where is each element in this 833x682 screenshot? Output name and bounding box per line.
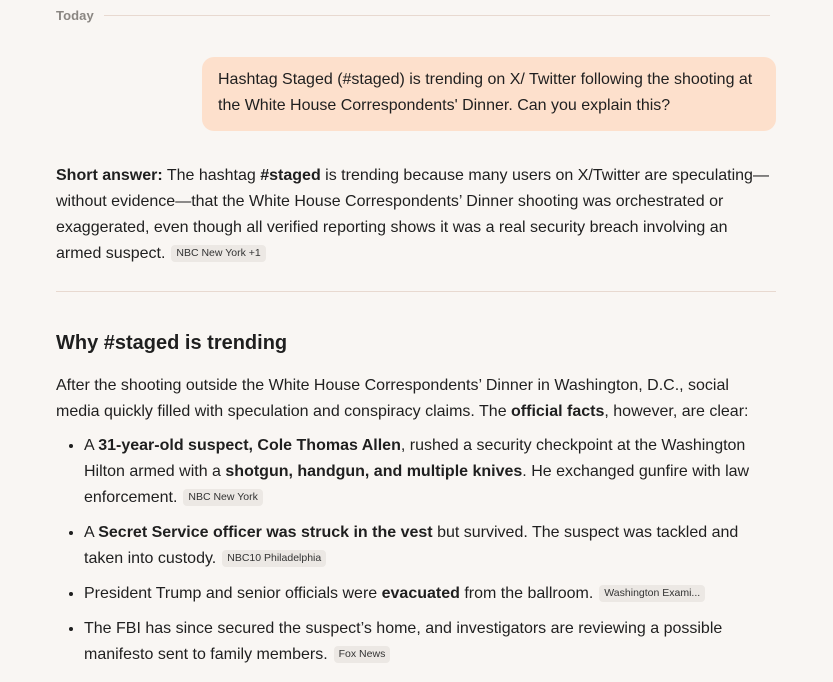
source-chip[interactable]: Washington Exami...	[599, 585, 705, 602]
short-answer-hashtag: #staged	[260, 167, 321, 184]
intro-text-2: , however, are clear:	[604, 403, 749, 420]
list-item	[84, 520, 776, 572]
bullet-bold: Secret Service officer was struck in the vest	[98, 524, 433, 541]
list-item	[84, 616, 776, 668]
bullet-bold: shotgun, handgun, and multiple knives	[225, 463, 523, 480]
bullet-text: . He exchanged gunfire with law enforcement.	[84, 463, 750, 506]
bullet-text: President Trump and senior officials were	[84, 585, 382, 602]
short-answer-text-1: The hashtag	[162, 167, 261, 184]
section-intro	[56, 373, 776, 425]
intro-bold: official facts	[511, 403, 605, 420]
intro-text-1: After the shooting outside the White House Correspondents’ Dinner in Washington, D.C., social media quickly filled with speculation and conspiracy claims. The	[56, 377, 729, 420]
section-divider	[56, 291, 776, 292]
user-message-row	[56, 57, 776, 131]
short-answer-label: Short answer:	[56, 167, 163, 184]
bullet-text: The FBI has since secured the suspect’s home, and investigators are reviewing a possible manifesto sent to family members.	[84, 620, 723, 663]
source-chip[interactable]: Fox News	[334, 646, 391, 663]
short-answer-text-2: is trending because many users on X/Twitter are speculating—without evidence—that the White House Correspondents’ Dinner shooting was orchestrated or exaggerated, even though all verified reporting shows it was a real security breach involving an armed suspect.	[56, 167, 769, 262]
section-heading: Why #staged is trending	[56, 332, 288, 354]
bullet-text: from the ballroom.	[459, 585, 594, 602]
list-item	[84, 581, 776, 607]
assistant-short-answer	[56, 163, 776, 267]
bullet-text: A	[84, 524, 99, 541]
bullet-text: , rushed a security checkpoint at the Washington Hilton armed with a	[84, 437, 746, 480]
user-message-bubble: Hashtag Staged (#staged) is trending on X/ Twitter following the shooting at the White House Correspondents' Dinner. Can you explain this?	[202, 57, 776, 131]
list-item	[84, 433, 776, 511]
facts-list	[56, 433, 776, 668]
source-chip[interactable]: NBC New York	[183, 489, 262, 506]
source-chip[interactable]: NBC New York +1	[171, 245, 265, 262]
divider-line	[104, 15, 770, 16]
source-chip[interactable]: NBC10 Philadelphia	[222, 550, 326, 567]
bullet-bold: evacuated	[381, 585, 460, 602]
bullet-text: A	[84, 437, 99, 454]
bullet-text: but survived. The suspect was tackled and taken into custody.	[84, 524, 739, 567]
date-divider	[56, 0, 776, 30]
date-divider-label: Today	[56, 7, 94, 23]
bullet-bold: 31-year-old suspect, Cole Thomas Allen	[98, 437, 401, 454]
